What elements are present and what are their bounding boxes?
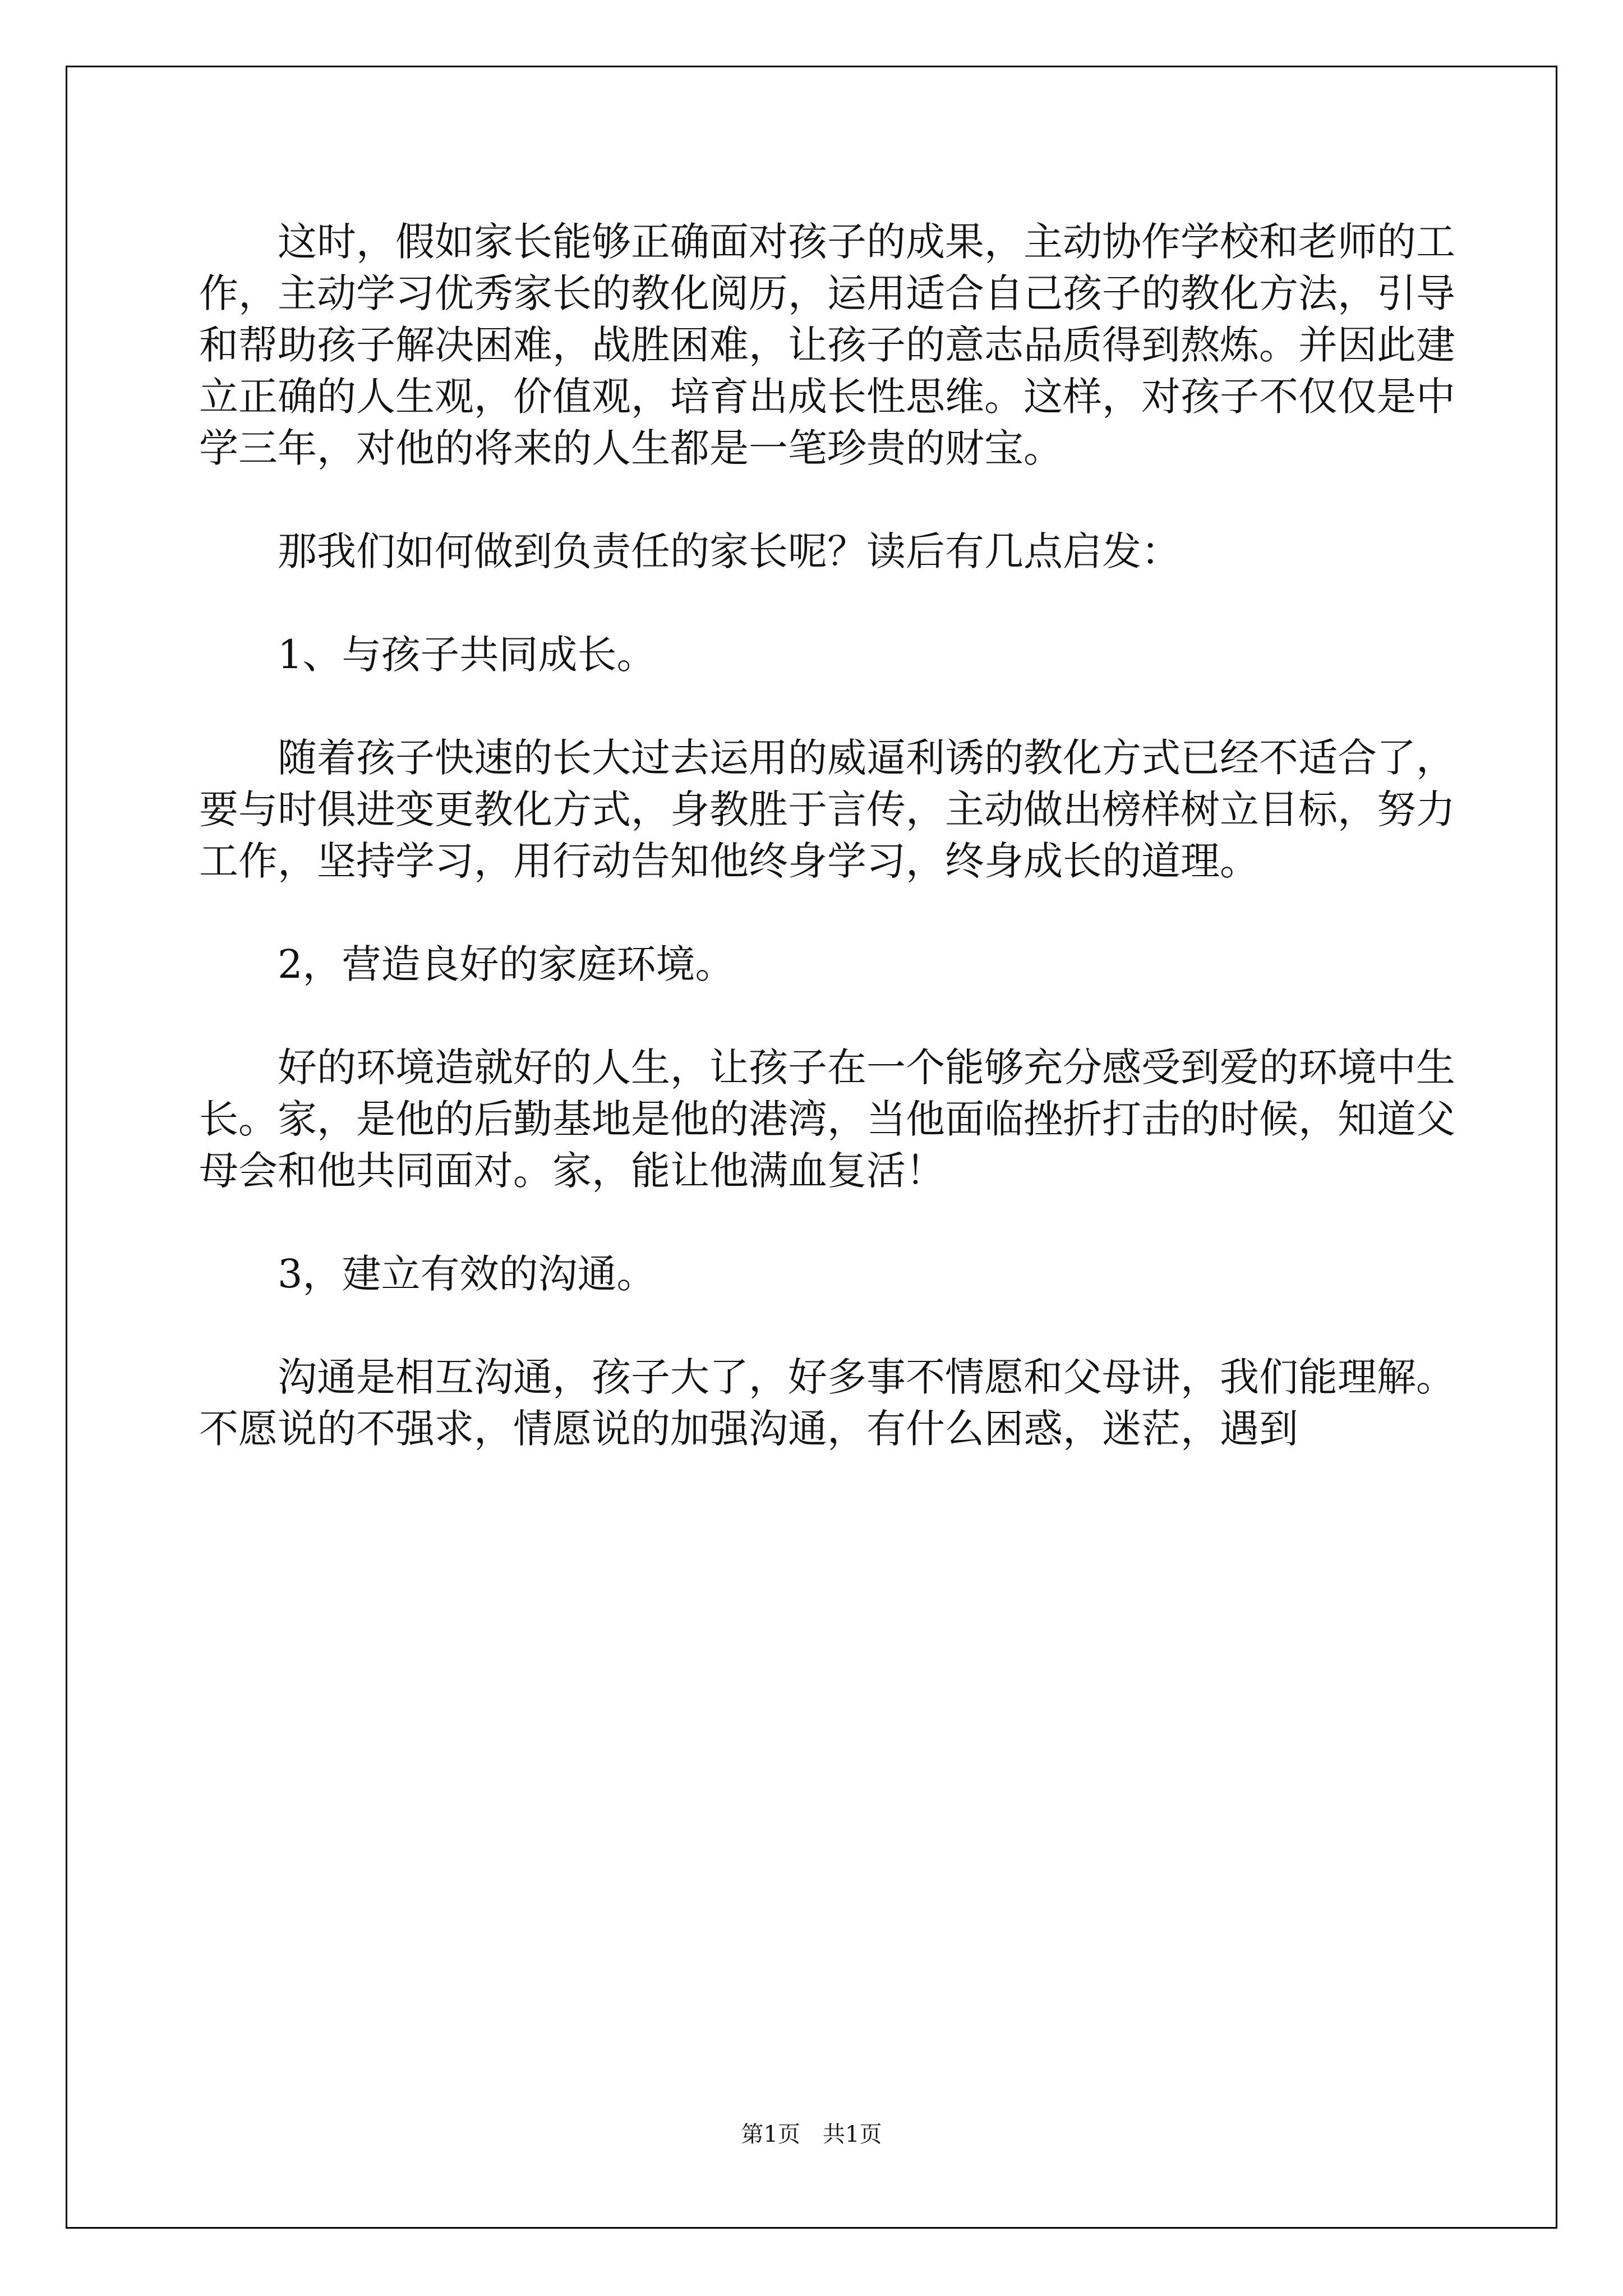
page-number-footer: 第1页 共1页 (741, 2122, 882, 2147)
paragraph-6: 好的环境造就好的人生，让孩子在一个能够充分感受到爱的环境中生长。家，是他的后勤基地是他的港湾，当他面临挫折打击的时候，知道父母会和他共同面对。家，能让他满血复活！ (199, 1045, 1455, 1194)
paragraph-4: 随着孩子快速的长大过去运用的威逼利诱的教化方式已经不适合了，要与时俱进变更教化方式，身教胜于言传，主动做出榜样树立目标，努力工作，坚持学习，用行动告知他终身学习，终身成长的道理。 (199, 735, 1455, 884)
paragraph-3: 1、与孩子共同成长。 (278, 632, 656, 678)
paragraph-5: 2，营造良好的家庭环境。 (278, 941, 735, 987)
paragraph-8: 沟通是相互沟通，孩子大了，好多事不情愿和父母讲，我们能理解。不愿说的不强求，情愿说的加强沟通，有什么困惑，迷茫，遇到 (199, 1354, 1455, 1452)
paragraph-2: 那我们如何做到负责任的家长呢？读后有几点启发： (278, 528, 1181, 574)
paragraph-1: 这时，假如家长能够正确面对孩子的成果，主动协作学校和老师的工作，主动学习优秀家长的教化阅历，运用适合自己孩子的教化方法，引导和帮助孩子解决困难，战胜困难，让孩子的意志品质得到熬炼。并因此建立正确的人生观，价值观，培育出成长性思维。这样，对孩子不仅仅是中学三年，对他的将来的人生都是一笔珍贵的财宝。 (199, 219, 1455, 471)
paragraph-7: 3，建立有效的沟通。 (278, 1251, 656, 1297)
document-body (199, 216, 1455, 1455)
